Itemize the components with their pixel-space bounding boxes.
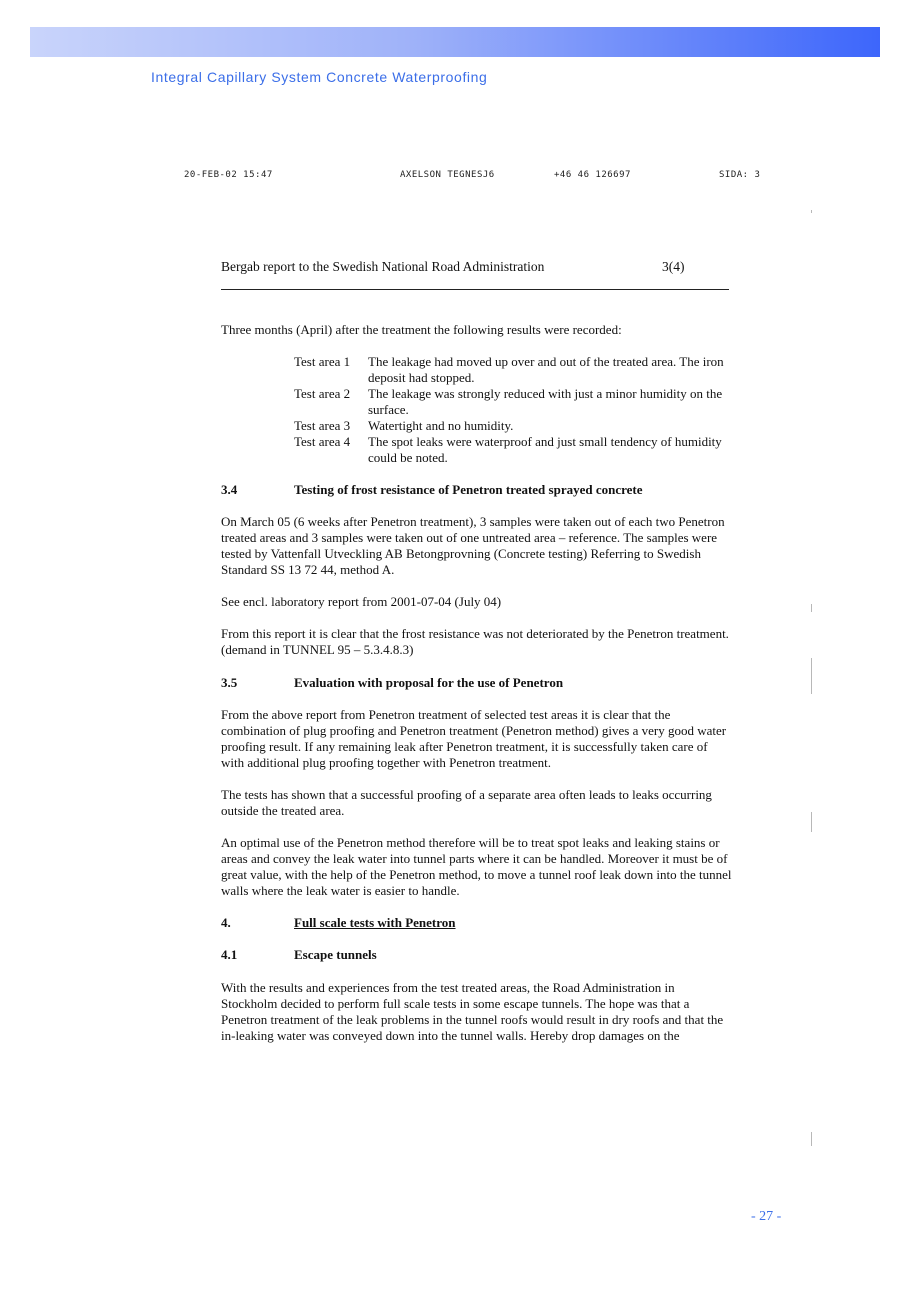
document-title: Integral Capillary System Concrete Waterproofing	[151, 69, 488, 85]
test-area-result: Watertight and no humidity.	[368, 418, 514, 433]
scan-speck	[811, 210, 812, 213]
scan-speck	[811, 604, 812, 612]
test-area-label: Test area 1	[294, 354, 351, 369]
fax-sender: AXELSON TEGNESJ6	[400, 170, 495, 180]
section-heading-3-5	[221, 675, 733, 691]
scan-speck	[811, 658, 812, 694]
scan-speck	[811, 1132, 812, 1146]
table-row	[294, 434, 733, 466]
paragraph: From the above report from Penetron treatment of selected test areas it is clear that the combination of plug proofing and Penetron treatment (Penetron method) gives a very good water proofing result. If any remaining leak after Penetron treatment, it is successfully taken care of with additional plug proofing together with Penetron treatment.	[221, 707, 727, 770]
report-body	[221, 322, 733, 1044]
fax-datetime: 20-FEB-02 15:47	[184, 170, 273, 180]
section-number: 4.1	[221, 947, 238, 962]
header-banner	[30, 27, 880, 57]
section-number: 4.	[221, 915, 231, 930]
section-title: Testing of frost resistance of Penetron treated sprayed concrete	[294, 482, 643, 497]
report-page-number: 3(4)	[662, 259, 685, 274]
section-heading-4-1	[221, 947, 733, 963]
paragraph: The tests has shown that a successful proofing of a separate area often leads to leaks occurring outside the treated area.	[221, 787, 712, 818]
paragraph: With the results and experiences from the test treated areas, the Road Administration in Stockholm decided to perform full scale tests in some escape tunnels. The hope was that a Penetron treatment of the leak problems in the tunnel roofs would result in dry roofs and that the in-leaking water was conveyed down into the tunnel walls. Hereby drop damages on the	[221, 980, 724, 1043]
test-area-result: The leakage had moved up over and out of the treated area. The iron deposit had stopped.	[368, 354, 724, 385]
paragraph: An optimal use of the Penetron method therefore will be to treat spot leaks and leaking stains or areas and convey the leak water into tunnel parts where it can be handled. Moreover it must be of great value, with the help of the Penetron method, to move a tunnel roof leak down into the tunnel walls where the leak water is easier to handle.	[221, 835, 732, 898]
section-number: 3.4	[221, 482, 238, 497]
page-number: - 27 -	[751, 1209, 782, 1224]
section-title: Full scale tests with Penetron	[294, 915, 456, 930]
test-results-table	[294, 354, 733, 466]
table-row	[294, 418, 733, 434]
section-title: Escape tunnels	[294, 947, 377, 962]
table-row	[294, 386, 733, 418]
intro-paragraph: Three months (April) after the treatment the following results were recorded:	[221, 322, 622, 337]
fax-sheet: SIDA: 3	[719, 170, 761, 180]
test-area-result: The leakage was strongly reduced with just a minor humidity on the surface.	[368, 386, 723, 417]
test-area-label: Test area 2	[294, 386, 351, 401]
table-row	[294, 354, 733, 386]
report-header	[221, 259, 729, 275]
section-number: 3.5	[221, 675, 238, 690]
report-title: Bergab report to the Swedish National Road Administration	[221, 259, 545, 274]
scan-speck	[811, 812, 812, 832]
test-area-label: Test area 3	[294, 418, 351, 433]
paragraph: From this report it is clear that the frost resistance was not deteriorated by the Penetron treatment. (demand in TUNNEL 95 – 5.3.4.8.3)	[221, 626, 729, 657]
section-title: Evaluation with proposal for the use of Penetron	[294, 675, 564, 690]
section-heading-4	[221, 915, 733, 931]
header-rule	[221, 289, 729, 290]
paragraph: See encl. laboratory report from 2001-07-04 (July 04)	[221, 594, 502, 609]
test-area-result: The spot leaks were waterproof and just small tendency of humidity could be noted.	[368, 434, 722, 465]
test-area-label: Test area 4	[294, 434, 351, 449]
paragraph: On March 05 (6 weeks after Penetron treatment), 3 samples were taken out of each two Penetron treated areas and 3 samples were taken out of one untreated area – reference. The samples were tested by Vattenfall Utveckling AB Betongprovning (Concrete testing) Referring to Swedish Standard SS 13 72 44, method A.	[221, 514, 725, 577]
fax-phone: +46 46 126697	[554, 170, 631, 180]
section-heading-3-4	[221, 482, 733, 498]
